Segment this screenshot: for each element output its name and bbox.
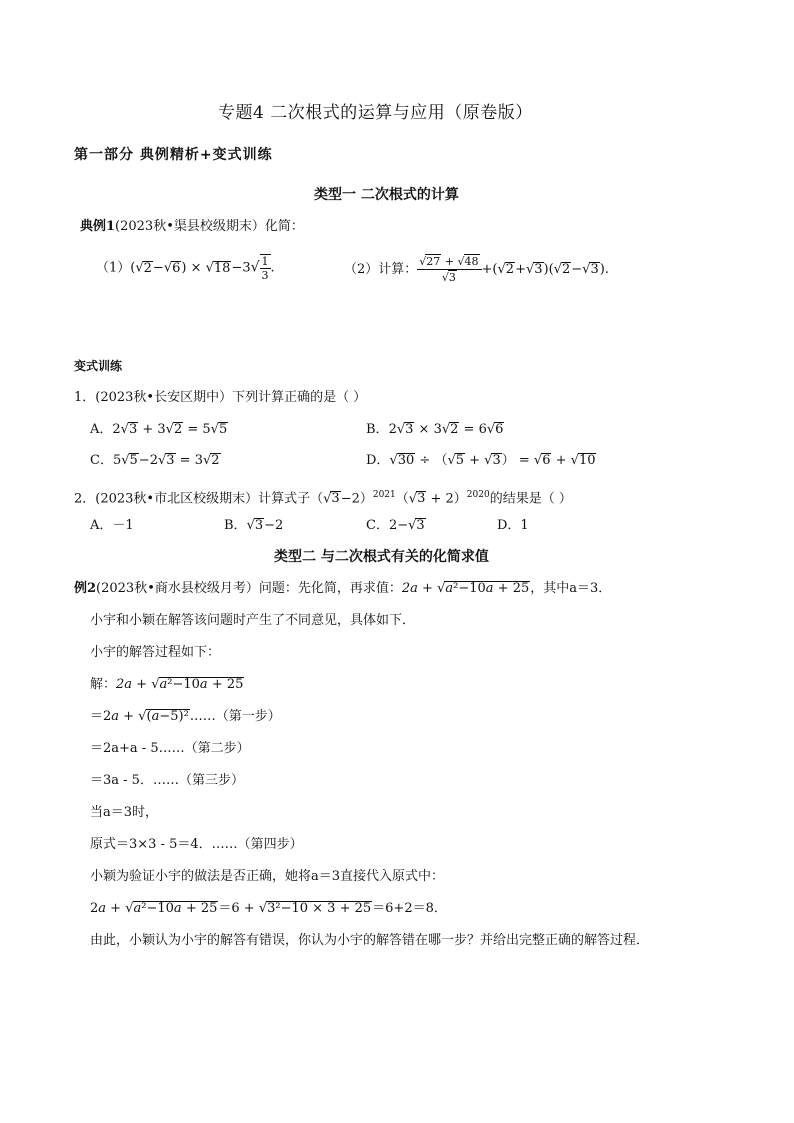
type1-heading: 类型一 二次根式的计算 bbox=[314, 187, 459, 203]
example1-label: 典例1 bbox=[80, 219, 116, 234]
q2-option-c-label: C． bbox=[366, 518, 389, 533]
q2-option-a: A．－1 bbox=[90, 518, 134, 533]
example2-label: 例2 bbox=[74, 581, 97, 596]
example2-step3: ＝3a - 5．……（第三步） bbox=[90, 773, 244, 788]
q1-option-b-label: B． bbox=[366, 422, 389, 437]
q1-option-c: C．5√5−2√3 = 3√2 bbox=[90, 453, 220, 468]
example2-when: 当a＝3时， bbox=[90, 805, 159, 820]
example1-q2: （2）计算： $\frac{√27 + √48}{√3}$ +(√2+√3)(√2−√3). bbox=[344, 255, 609, 284]
example2-solve: 解：2a + √a²−10a + 25 bbox=[90, 677, 244, 692]
example1-q1-prefix: （1） bbox=[96, 260, 131, 276]
example2-calc-tail: ＝6+2＝8． bbox=[372, 901, 447, 916]
q1-option-c-label: C． bbox=[90, 453, 113, 468]
example2-source: (2023秋•商水县校级月考）问题：先化简，再求值： bbox=[96, 581, 402, 596]
example2-verify: 小颖为验证小宇的做法是否正确，她将a＝3直接代入原式中： bbox=[90, 869, 445, 884]
q1-option-a: A．2√3 + 3√2 = 5√5 bbox=[90, 422, 228, 437]
example2-solve-label: 解： bbox=[90, 677, 117, 692]
example1-q2-prefix: （2）计算： bbox=[344, 262, 418, 277]
q2-stem: 2．(2023秋•市北区校级期末）计算式子$(√3-2)^{2021}(√3 + 2)^{2020}$的结果是（ ） bbox=[74, 490, 572, 507]
variant-heading: 变式训练 bbox=[74, 359, 123, 373]
example2-step2: ＝2a+a - 5……（第二步） bbox=[90, 741, 250, 756]
type2-heading: 类型二 与二次根式有关的化简求值 bbox=[274, 549, 489, 565]
example2-step1: ＝2a + √(a−5)²……（第一步） bbox=[90, 709, 281, 724]
example2-final: 由此，小颖认为小宇的解答有错误，你认为小宇的解答错在哪一步？并给出完整正确的解答过程． bbox=[90, 933, 650, 948]
example2-step1-tag: ……（第一步） bbox=[189, 709, 281, 724]
example1-q1: （1）(√2−√6) × √18−3√ $\frac{1}{3}$ . bbox=[96, 255, 275, 282]
q2-option-c: C．2−√3 bbox=[366, 518, 425, 533]
q1-option-d: D．√30 ÷ （√5 + √3） = √6 + √10 bbox=[366, 453, 596, 468]
example2-line1: 小宇和小颖在解答该问题时产生了不同意见，具体如下． bbox=[90, 613, 416, 628]
q2-option-d: D．1 bbox=[497, 518, 529, 533]
example2-orig: 原式＝3×3 - 5＝4．……（第四步） bbox=[90, 837, 303, 852]
example1-source: (2023秋•渠县校级期末）化简： bbox=[115, 219, 304, 234]
example2-a-value: a＝3． bbox=[569, 581, 612, 596]
example2-calc: 2a + √a²−10a + 25＝6 + √3²−10 × 3 + 25＝6+2＝8． bbox=[90, 901, 447, 916]
example1-header bbox=[80, 218, 304, 236]
example2-header: 例2(2023秋•商水县校级月考）问题：先化简，再求值：2a + √a²−10a + 25，其中a＝3． bbox=[74, 581, 612, 596]
q2-option-b-label: B． bbox=[224, 518, 247, 533]
q2-stem-suffix: 的结果是（ ） bbox=[489, 491, 572, 507]
example2-line2: 小宇的解答过程如下： bbox=[90, 645, 221, 660]
q2-option-b: B．√3−2 bbox=[224, 518, 284, 533]
part-heading: 第一部分 典例精析+变式训练 bbox=[74, 147, 273, 163]
q1-option-d-label: D． bbox=[366, 453, 390, 468]
q1-option-b: B．2√3 × 3√2 = 6√6 bbox=[366, 422, 504, 437]
q2-stem-prefix: 2．(2023秋•市北区校级期末）计算式子（ bbox=[74, 491, 324, 507]
q1-option-a-label: A． bbox=[90, 422, 113, 437]
q1-stem: 1．(2023秋•长安区期中）下列计算正确的是（ ） bbox=[74, 390, 367, 405]
example2-where: ，其中 bbox=[530, 581, 570, 596]
page-title: 专题4 二次根式的运算与应用（原卷版） bbox=[218, 103, 533, 123]
